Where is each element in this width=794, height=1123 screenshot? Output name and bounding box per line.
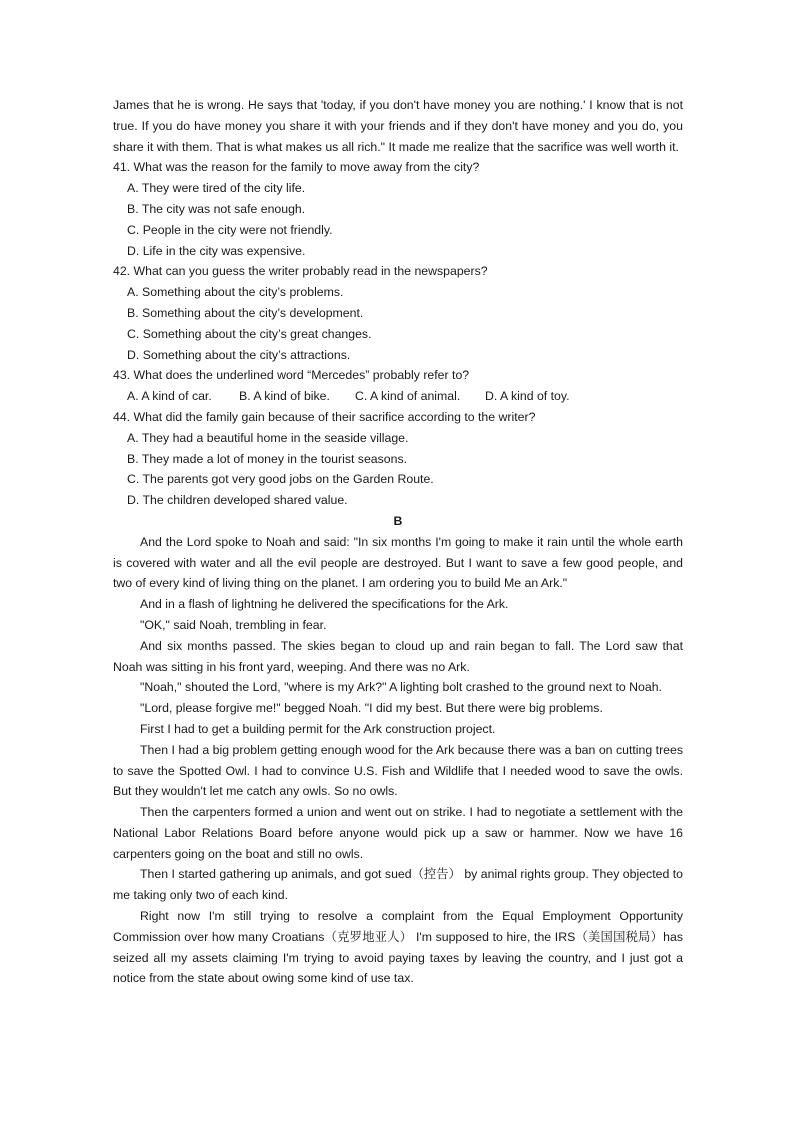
question-42-option-c: C. Something about the city’s great changes. xyxy=(127,326,372,341)
passage-b-paragraph: And in a flash of lightning he delivered the specifications for the Ark. xyxy=(140,597,509,612)
question-42-option-d: D. Something about the city’s attractions. xyxy=(127,347,351,362)
question-44-option-b: B. They made a lot of money in the tourist seasons. xyxy=(127,451,408,466)
passage-b-paragraph: Then I started gathering up animals, and got sued（控告） by animal rights group. They objected to me taking only two of each kind. xyxy=(113,867,683,903)
document-page xyxy=(113,95,683,989)
passage-a-ending: James that he is wrong. He says that 'today, if you don't have money you are nothing.' I know that is not true. If you do have money you share it with your friends and if they don't have money and you do, you share it with them. That is what makes us all rich." It made me realize that the sacrifice was well worth it. xyxy=(113,98,683,154)
question-43-option-d: D. A kind of toy. xyxy=(485,389,570,404)
passage-b-paragraph: "OK," said Noah, trembling in fear. xyxy=(140,617,327,632)
question-41: 41. What was the reason for the family to move away from the city? xyxy=(113,160,480,175)
passage-b-paragraph: First I had to get a building permit for the Ark construction project. xyxy=(140,721,496,736)
question-43-options-row xyxy=(113,386,683,407)
question-43-option-b: B. A kind of bike. xyxy=(239,389,330,404)
passage-b-paragraph: "Noah," shouted the Lord, "where is my Ark?" A lighting bolt crashed to the ground next to Noah. xyxy=(140,680,662,695)
question-42-option-b: B. Something about the city’s development. xyxy=(127,305,364,320)
question-42: 42. What can you guess the writer probably read in the newspapers? xyxy=(113,264,488,279)
question-43-option-c: C. A kind of animal. xyxy=(355,389,461,404)
question-44-option-a: A. They had a beautiful home in the seaside village. xyxy=(127,430,409,445)
passage-b-paragraph: Then I had a big problem getting enough wood for the Ark because there was a ban on cutting trees to save the Spotted Owl. I had to convince U.S. Fish and Wildlife that I needed wood to save the owls. But they wouldn't let me catch any owls. So no owls. xyxy=(113,742,683,799)
passage-b-paragraph: "Lord, please forgive me!" begged Noah. "I did my best. But there were big problems. xyxy=(140,701,603,716)
question-44-option-c: C. The parents got very good jobs on the Garden Route. xyxy=(127,472,434,487)
question-41-option-a: A. They were tired of the city life. xyxy=(127,181,306,196)
question-44: 44. What did the family gain because of their sacrifice according to the writer? xyxy=(113,409,536,424)
question-41-option-b: B. The city was not safe enough. xyxy=(127,201,306,216)
section-b-heading: B xyxy=(393,513,403,528)
question-42-option-a: A. Something about the city’s problems. xyxy=(127,285,344,300)
question-44-option-d: D. The children developed shared value. xyxy=(127,493,348,508)
passage-b-paragraph: Right now I'm still trying to resolve a complaint from the Equal Employment Opportunity Commission over how many Croatians（克罗地亚人） I'm supposed to hire, the IRS（美国国税局）has seized all my assets claiming I'm trying to avoid paying taxes by leaving the country, and I just got a notice from the state about owing some kind of use tax. xyxy=(113,909,683,986)
question-41-option-d: D. Life in the city was expensive. xyxy=(127,243,306,258)
passage-b-paragraph: And six months passed. The skies began to cloud up and rain began to fall. The Lord saw that Noah was sitting in his front yard, weeping. And there was no Ark. xyxy=(113,638,683,674)
question-41-option-c: C. People in the city were not friendly. xyxy=(127,222,333,237)
question-43-option-a: A. A kind of car. xyxy=(127,389,212,404)
passage-b-paragraph: Then the carpenters formed a union and went out on strike. I had to negotiate a settlement with the National Labor Relations Board before anyone would pick up a saw or hammer. Now we have 16 carpenters going on the boat and still no owls. xyxy=(113,805,683,861)
passage-b-paragraph: And the Lord spoke to Noah and said: "In six months I'm going to make it rain until the whole earth is covered with water and all the evil people are destroyed. But I want to save a few good people, and two of every kind of living thing on the planet. I am ordering you to build Me an Ark." xyxy=(113,534,683,591)
question-43: 43. What does the underlined word “Mercedes” probably refer to? xyxy=(113,368,470,383)
